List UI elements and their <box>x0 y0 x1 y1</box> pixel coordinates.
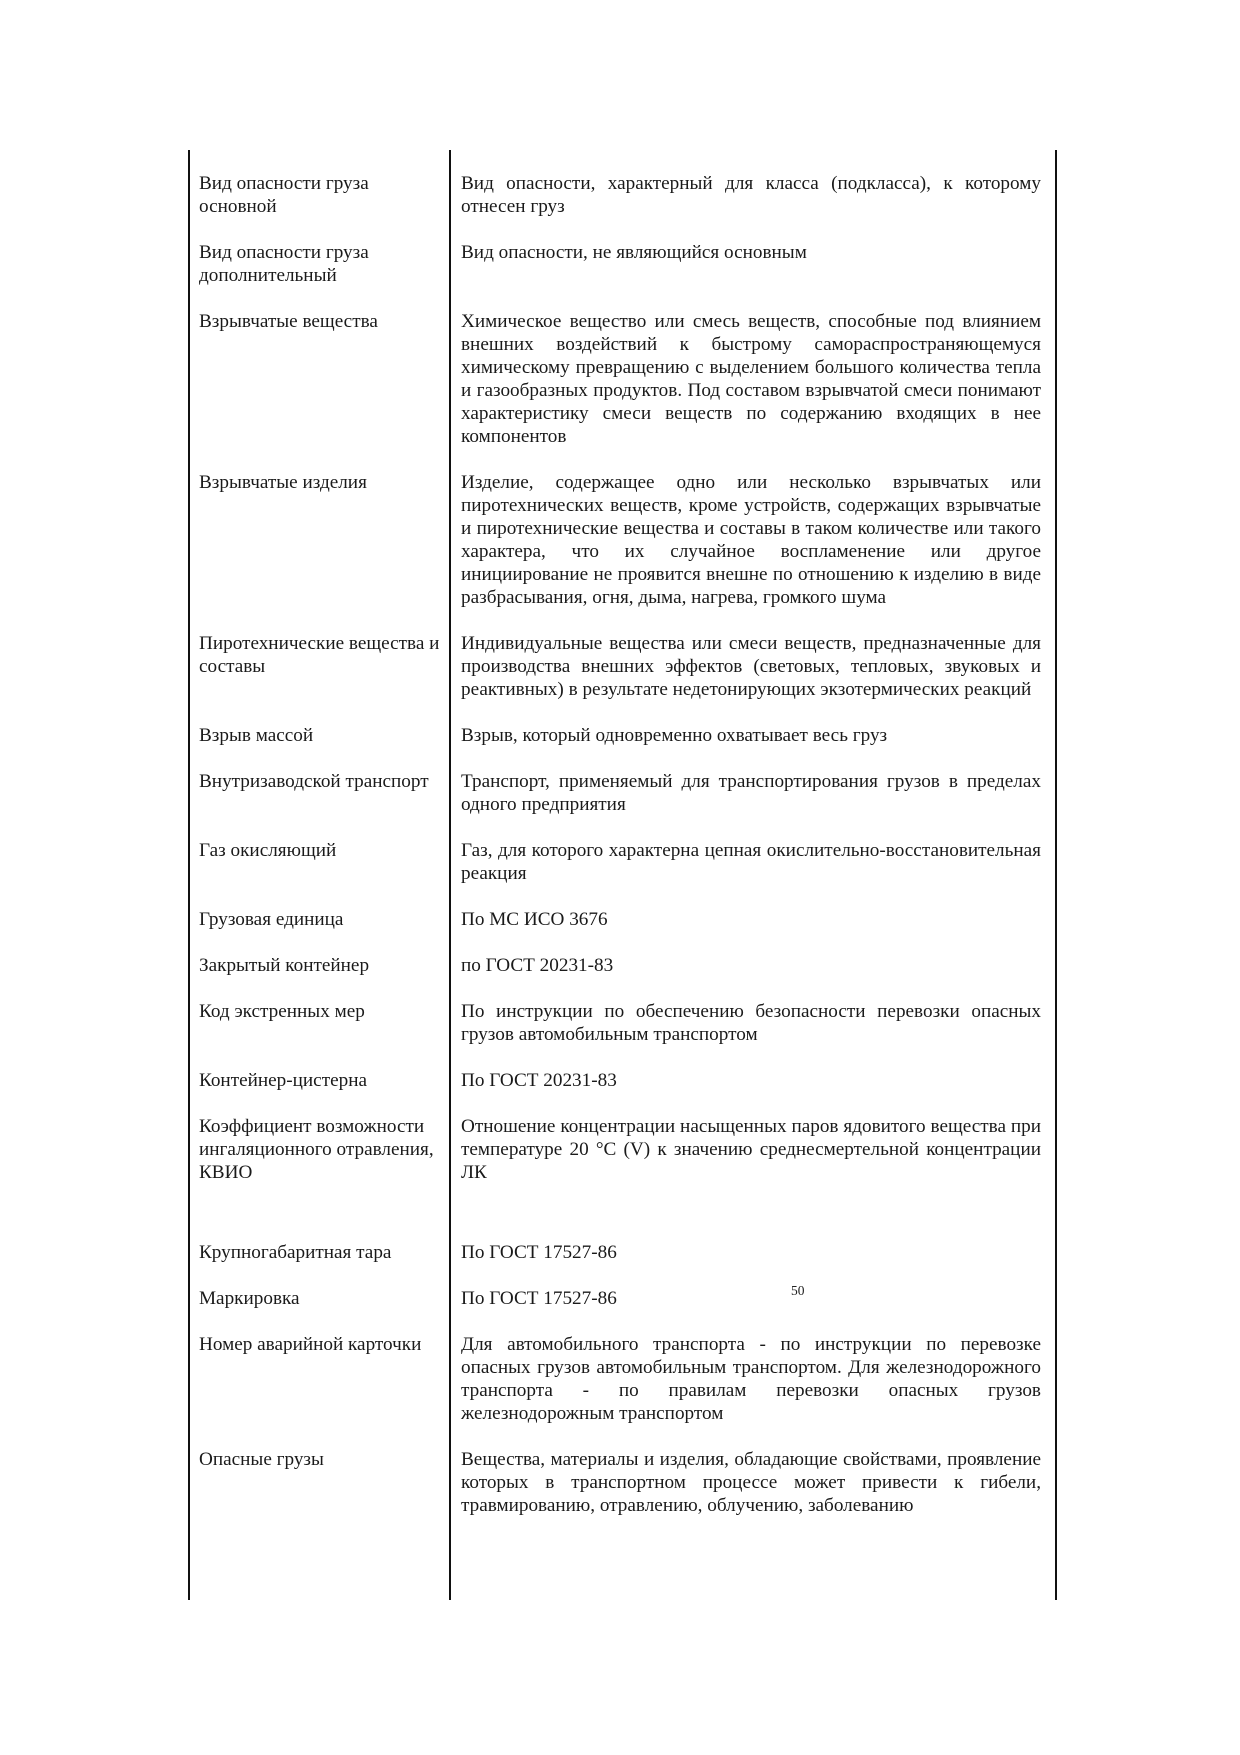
page-number: 50 <box>791 1283 805 1298</box>
table-row <box>188 724 1057 747</box>
table-row <box>188 310 1057 448</box>
table-row <box>188 172 1057 218</box>
table-row <box>188 1287 1057 1310</box>
table-row <box>188 1448 1057 1517</box>
term-cell: Пиротехнические вещества и составы <box>199 633 440 677</box>
table-row <box>188 1115 1057 1184</box>
table-row <box>188 241 1057 287</box>
term-cell: Взрыв массой <box>199 725 314 746</box>
table-row <box>188 839 1057 885</box>
definition-cell: Вид опасности, не являющийся основным <box>461 242 807 263</box>
term-cell: Газ окисляющий <box>199 840 337 861</box>
table-row <box>188 632 1057 701</box>
table-row <box>188 1000 1057 1046</box>
term-cell: Номер аварийной карточки <box>199 1334 422 1355</box>
definition-cell: Газ, для которого характерна цепная окислительно-восстановительная реакция <box>461 840 1041 884</box>
term-cell: Вид опасности груза дополнительный <box>199 242 369 286</box>
definition-cell: По ГОСТ 17527-86 <box>461 1288 617 1309</box>
term-cell: Взрывчатые изделия <box>199 472 367 493</box>
definition-cell: Отношение концентрации насыщенных паров ядовитого вещества при температуре 20 °С (V) к значению среднесмертельной концентрации ЛК <box>461 1116 1041 1183</box>
definition-cell: Транспорт, применяемый для транспортирования грузов в пределах одного предприятия <box>461 771 1041 815</box>
table-row <box>188 1333 1057 1425</box>
definition-cell: Индивидуальные вещества или смеси веществ, предназначенные для производства внешних эффектов (световых, тепловых, звуковых и реактивных) в результате недетонирующих экзотермических реакций <box>461 633 1041 700</box>
definition-cell: Вещества, материалы и изделия, обладающие свойствами, проявление которых в транспортном процессе может привести к гибели, травмированию, отравлению, облучению, заболеванию <box>461 1449 1041 1516</box>
definition-cell: По ГОСТ 20231-83 <box>461 1070 617 1091</box>
definition-cell: Химическое вещество или смесь веществ, способные под влиянием внешних воздействий к быстрому самораспространяющемуся химическому превращению с выделением большого количества тепла и газообразных продуктов. Под составом взрывчатой смеси понимают характеристику смеси веществ по содержанию входящих в нее компонентов <box>461 311 1041 447</box>
table-row <box>188 908 1057 931</box>
table-row <box>188 1241 1057 1264</box>
definition-cell: Изделие, содержащее одно или несколько взрывчатых или пиротехнических веществ, кроме устройств, содержащих взрывчатые и пиротехнические вещества и составы в таком количестве или такого характера, что их случайное воспламенение или другое инициирование не проявится внешне по отношению к изделию в виде разбрасывания, огня, дыма, нагрева, громкого шума <box>461 472 1041 608</box>
table-row <box>188 1069 1057 1092</box>
definition-cell: По ГОСТ 17527-86 <box>461 1242 617 1263</box>
term-cell: Маркировка <box>199 1288 300 1309</box>
term-cell: Взрывчатые вещества <box>199 311 378 332</box>
table-row <box>188 770 1057 816</box>
definition-cell: По МС ИСО 3676 <box>461 909 608 930</box>
glossary-table <box>188 150 1057 1600</box>
term-cell: Опасные грузы <box>199 1449 324 1470</box>
table-row <box>188 954 1057 977</box>
term-cell: Внутризаводской транспорт <box>199 771 429 792</box>
term-cell: Вид опасности груза основной <box>199 173 369 217</box>
definition-cell: Вид опасности, характерный для класса (подкласса), к которому отнесен груз <box>461 173 1041 217</box>
definition-cell: Для автомобильного транспорта - по инструкции по перевозке опасных грузов автомобильным транспортом. Для железнодорожного транспорта - по правилам перевозки опасных грузов железнодорожным транспортом <box>461 1334 1041 1424</box>
term-cell: Крупногабаритная тара <box>199 1242 392 1263</box>
term-cell: Закрытый контейнер <box>199 955 370 976</box>
definition-cell: По инструкции по обеспечению безопасности перевозки опасных грузов автомобильным транспортом <box>461 1001 1041 1045</box>
glossary-rows <box>188 172 1057 1540</box>
term-cell: Код экстренных мер <box>199 1001 365 1022</box>
term-cell: Контейнер-цистерна <box>199 1070 367 1091</box>
term-cell: Коэффициент возможности ингаляционного отравления, КВИО <box>199 1116 434 1183</box>
table-row <box>188 471 1057 609</box>
definition-cell: по ГОСТ 20231-83 <box>461 955 614 976</box>
definition-cell: Взрыв, который одновременно охватывает весь груз <box>461 725 888 746</box>
term-cell: Грузовая единица <box>199 909 344 930</box>
